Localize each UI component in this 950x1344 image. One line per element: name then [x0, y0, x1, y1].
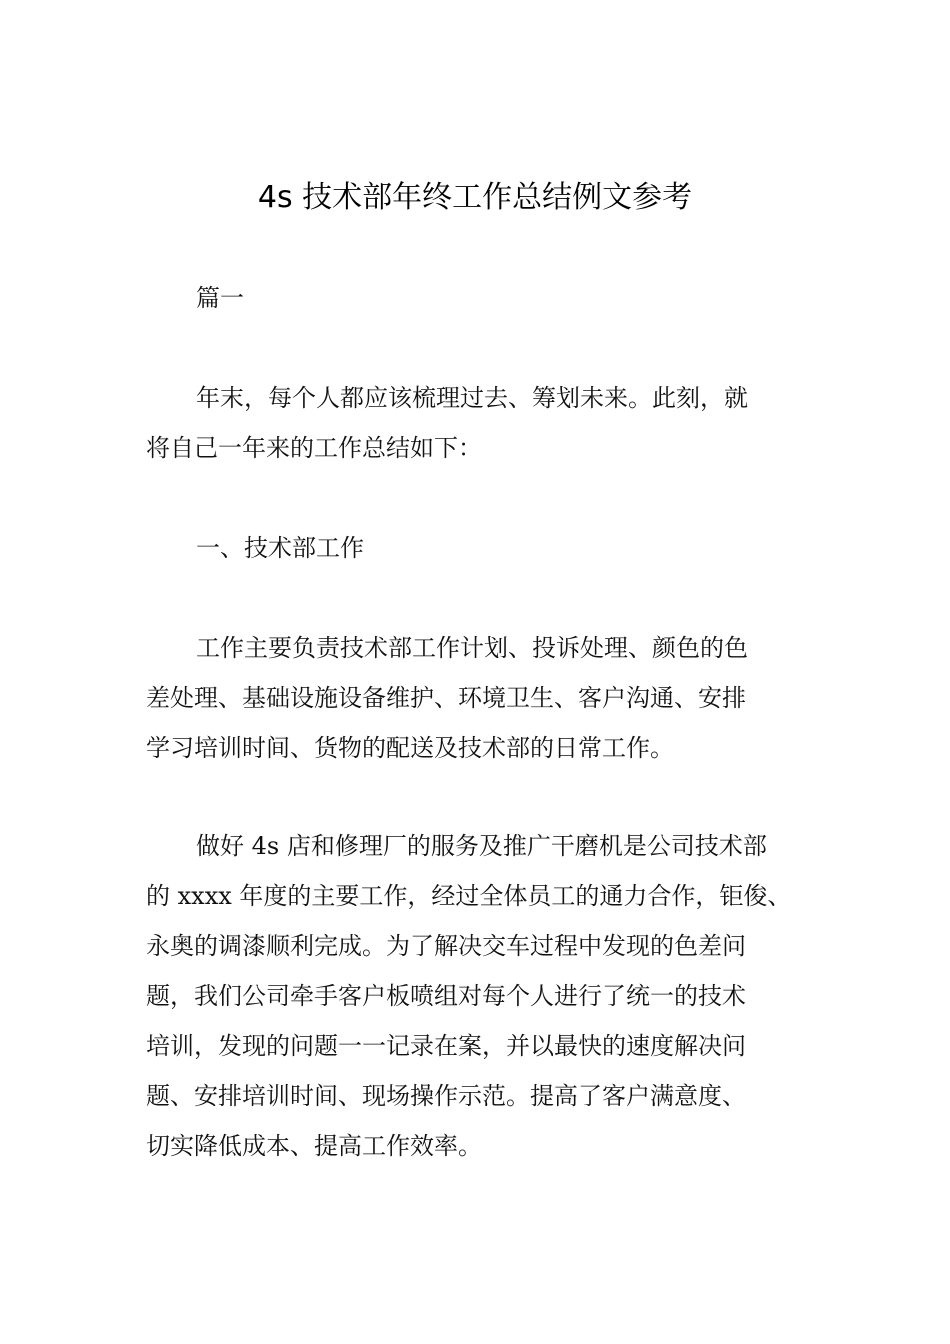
paragraph-line: 将自己一年来的工作总结如下：: [146, 434, 482, 462]
paragraph-line: 题，我们公司牵手客户板喷组对每个人进行了统一的技术: [146, 982, 746, 1010]
section-label: [146, 273, 818, 323]
paragraph-line: 的 xxxx 年度的主要工作，经过全体员工的通力合作，钜俊、: [146, 882, 792, 910]
paragraph-line: 培训，发现的问题一一记录在案，并以最快的速度解决问: [146, 1032, 746, 1060]
heading-text: 一、技术部工作: [196, 534, 364, 562]
paragraph-line: 差处理、基础设施设备维护、环境卫生、客户沟通、安排: [146, 684, 746, 712]
section-label-text: 篇一: [196, 284, 244, 312]
paragraph-line: 工作主要负责技术部工作计划、投诉处理、颜色的色: [196, 634, 748, 662]
document-title: 4s 技术部年终工作总结例文参考: [257, 180, 693, 215]
paragraph-line: 年末，每个人都应该梳理过去、筹划未来。此刻，就: [196, 384, 748, 412]
paragraph-main-work: [146, 821, 818, 1171]
paragraph-line: 永奥的调漆顺利完成。为了解决交车过程中发现的色差问: [146, 932, 746, 960]
paragraph-line: 题、安排培训时间、现场操作示范。提高了客户满意度、: [146, 1082, 746, 1110]
paragraph-line: 切实降低成本、提高工作效率。: [146, 1132, 482, 1160]
paragraph-line: 学习培训时间、货物的配送及技术部的日常工作。: [146, 734, 674, 762]
paragraph-intro: [146, 373, 818, 473]
paragraph-responsibilities: [146, 623, 818, 773]
heading-tech-dept-work: [146, 523, 818, 573]
paragraph-line: 做好 4s 店和修理厂的服务及推广干磨机是公司技术部: [196, 832, 767, 860]
